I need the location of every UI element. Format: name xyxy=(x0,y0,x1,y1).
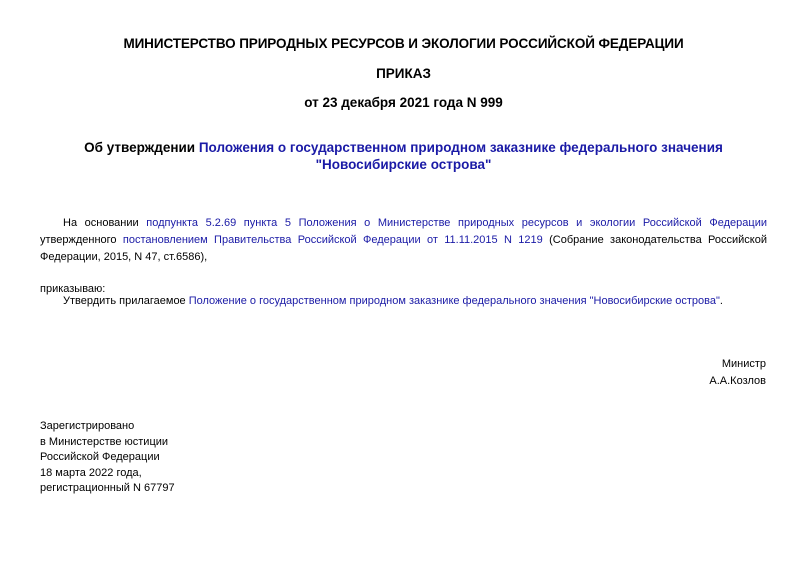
basis-text-1: На основании xyxy=(63,217,147,229)
subject-link-line1: Положения о государственном природном заказнике федерального значения xyxy=(198,140,723,155)
approval-paragraph xyxy=(40,293,767,310)
basis-paragraph xyxy=(40,215,767,266)
registration-line-3: Российской Федерации xyxy=(40,451,160,463)
registration-line-4: 18 марта 2022 года, xyxy=(40,466,142,479)
registration-line-2: в Министерстве юстиции xyxy=(40,435,169,448)
subject-regulation-link[interactable] xyxy=(199,140,723,172)
signatory-title: Министр xyxy=(721,358,766,370)
subject-link-line2: "Новосибирские острова" xyxy=(315,157,492,172)
approval-text-1: Утвердить прилагаемое xyxy=(63,295,189,307)
ministry-regulation-link[interactable]: подпункта 5.2.69 пункта 5 Положения о Министерстве природных ресурсов и экологии Российской Федерации xyxy=(146,217,768,229)
order-date: от 23 декабря 2021 года N 999 xyxy=(304,95,503,110)
order-subject xyxy=(40,139,767,173)
subject-prefix: Об утверждении xyxy=(84,140,199,155)
ministry-heading: МИНИСТЕРСТВО ПРИРОДНЫХ РЕСУРСОВ И ЭКОЛОГИИ РОССИЙСКОЙ ФЕДЕРАЦИИ xyxy=(123,36,684,51)
order-verb: приказываю: xyxy=(40,283,106,295)
government-decree-link[interactable]: постановлением Правительства Российской Федерации от 11.11.2015 N 1219 xyxy=(122,234,543,246)
reserve-regulation-link[interactable]: Положение о государственном природном заказнике федерального значения "Новосибирские острова" xyxy=(188,295,720,307)
order-heading: ПРИКАЗ xyxy=(376,66,431,81)
basis-text-3: (Собрание законодательства Российской Федерации, 2015, N 47, ст.6586), xyxy=(40,234,767,263)
registration-line-5: регистрационный N 67797 xyxy=(40,482,175,494)
registration-block xyxy=(40,419,175,497)
basis-text-2: утвержденного xyxy=(40,234,123,246)
signatory-name: А.А.Козлов xyxy=(709,375,766,387)
approval-text-2: . xyxy=(719,295,723,307)
registration-line-1: Зарегистрировано xyxy=(40,420,135,432)
